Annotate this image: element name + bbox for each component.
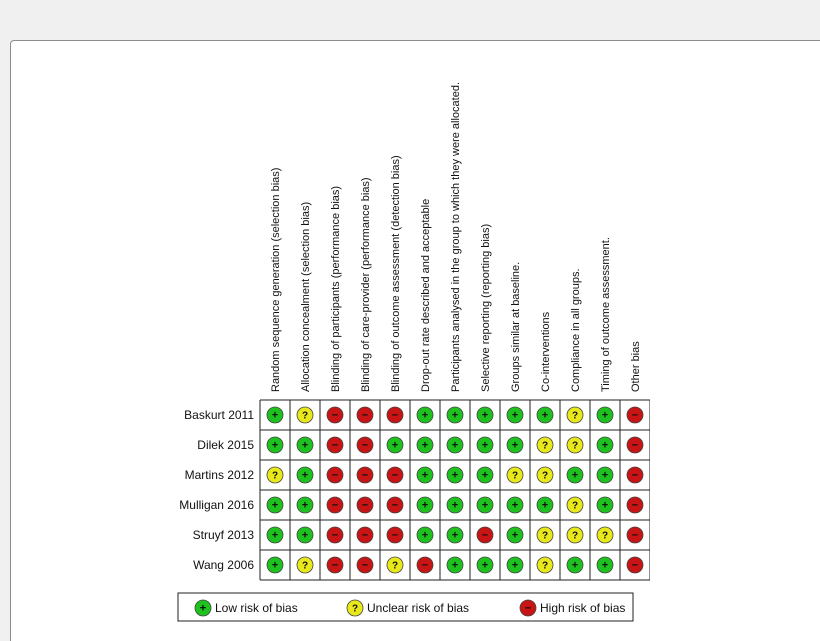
- study-label-dilek-2015: Dilek 2015: [197, 438, 254, 452]
- cell-low-symbol: +: [271, 499, 279, 512]
- cell-low-symbol: +: [301, 439, 309, 452]
- cell-unclear-symbol: ?: [301, 410, 309, 422]
- cell-low-symbol: +: [571, 559, 579, 572]
- cell-low-symbol: +: [451, 499, 459, 512]
- cell-high-symbol: −: [361, 499, 369, 512]
- cell-high-symbol: −: [331, 529, 339, 542]
- column-header-timing-of-outcome-assessment: Timing of outcome assessment.: [600, 237, 612, 392]
- cell-low-symbol: +: [451, 559, 459, 572]
- cell-unclear-symbol: ?: [541, 470, 549, 482]
- cell-high-symbol: −: [421, 559, 429, 572]
- cell-high-symbol: −: [361, 409, 369, 422]
- cell-low-symbol: +: [481, 439, 489, 452]
- cell-high-symbol: −: [631, 529, 639, 542]
- cell-low-symbol: +: [301, 499, 309, 512]
- cell-unclear-symbol: ?: [271, 470, 279, 482]
- cell-low-symbol: +: [601, 439, 609, 452]
- cell-unclear-symbol: ?: [541, 560, 549, 572]
- cell-unclear-symbol: ?: [391, 560, 399, 572]
- cell-low-symbol: +: [301, 529, 309, 542]
- cell-high-symbol: −: [631, 559, 639, 572]
- column-header-allocation-concealment-selection-bias: Allocation concealment (selection bias): [300, 201, 312, 392]
- cell-high-symbol: −: [361, 529, 369, 542]
- cell-low-symbol: +: [421, 439, 429, 452]
- cell-low-symbol: +: [481, 499, 489, 512]
- cell-high-symbol: −: [331, 409, 339, 422]
- cell-high-symbol: −: [631, 439, 639, 452]
- cell-low-symbol: +: [421, 469, 429, 482]
- cell-low-symbol: +: [541, 499, 549, 512]
- cell-unclear-symbol: ?: [571, 530, 579, 542]
- column-header-blinding-of-outcome-assessment-detection: Blinding of outcome assessment (detection bias): [390, 155, 402, 392]
- cell-low-symbol: +: [421, 529, 429, 542]
- cell-low-symbol: +: [601, 409, 609, 422]
- cell-high-symbol: −: [331, 559, 339, 572]
- cell-low-symbol: +: [511, 559, 519, 572]
- column-header-drop-out-rate-described-and-acceptable: Drop-out rate described and acceptable: [420, 198, 432, 392]
- cell-low-symbol: +: [271, 439, 279, 452]
- cell-unclear-symbol: ?: [571, 440, 579, 452]
- column-header-blinding-of-care-provider-performance-bi: Blinding of care-provider (performance bias): [360, 177, 372, 392]
- column-header-random-sequence-generation-selection-bia: Random sequence generation (selection bias): [270, 167, 282, 392]
- study-label-baskurt-2011: Baskurt 2011: [184, 408, 254, 422]
- cell-low-symbol: +: [391, 439, 399, 452]
- study-label-wang-2006: Wang 2006: [193, 558, 254, 572]
- legend-low-symbol: +: [199, 602, 207, 615]
- legend-label-low: Low risk of bias: [215, 601, 298, 615]
- cell-high-symbol: −: [361, 469, 369, 482]
- risk-of-bias-svg: [176, 52, 650, 624]
- column-header-participants-analysed-in-the-group-to-wh: Participants analysed in the group to which they were allocated.: [450, 81, 462, 392]
- cell-low-symbol: +: [421, 409, 429, 422]
- cell-low-symbol: +: [451, 409, 459, 422]
- column-header-compliance-in-all-groups: Compliance in all groups.: [570, 268, 582, 392]
- risk-of-bias-chart: [176, 52, 650, 624]
- column-header-other-bias: Other bias: [630, 341, 642, 392]
- cell-high-symbol: −: [391, 499, 399, 512]
- cell-unclear-symbol: ?: [571, 410, 579, 422]
- cell-unclear-symbol: ?: [571, 500, 579, 512]
- cell-high-symbol: −: [331, 499, 339, 512]
- cell-high-symbol: −: [631, 499, 639, 512]
- cell-low-symbol: +: [481, 409, 489, 422]
- cell-low-symbol: +: [601, 469, 609, 482]
- cell-low-symbol: +: [511, 499, 519, 512]
- cell-low-symbol: +: [601, 499, 609, 512]
- cell-low-symbol: +: [451, 529, 459, 542]
- cell-low-symbol: +: [601, 559, 609, 572]
- cell-low-symbol: +: [451, 469, 459, 482]
- cell-high-symbol: −: [391, 469, 399, 482]
- cell-unclear-symbol: ?: [541, 530, 549, 542]
- cell-high-symbol: −: [361, 439, 369, 452]
- cell-high-symbol: −: [361, 559, 369, 572]
- cell-unclear-symbol: ?: [541, 440, 549, 452]
- column-header-blinding-of-participants-performance-bia: Blinding of participants (performance bias): [330, 185, 342, 392]
- cell-high-symbol: −: [331, 469, 339, 482]
- cell-low-symbol: +: [511, 529, 519, 542]
- cell-low-symbol: +: [571, 469, 579, 482]
- cell-high-symbol: −: [631, 409, 639, 422]
- legend-label-high: High risk of bias: [540, 601, 626, 615]
- cell-high-symbol: −: [631, 469, 639, 482]
- legend-unclear-symbol: ?: [351, 603, 359, 615]
- cell-unclear-symbol: ?: [511, 470, 519, 482]
- cell-low-symbol: +: [511, 439, 519, 452]
- cell-low-symbol: +: [301, 469, 309, 482]
- cell-high-symbol: −: [391, 529, 399, 542]
- column-header-selective-reporting-reporting-bias: Selective reporting (reporting bias): [480, 223, 492, 392]
- cell-unclear-symbol: ?: [601, 530, 609, 542]
- cell-low-symbol: +: [481, 559, 489, 572]
- column-header-co-interventions: Co-interventions: [540, 311, 552, 392]
- cell-high-symbol: −: [391, 409, 399, 422]
- study-label-martins-2012: Martins 2012: [184, 468, 254, 482]
- cell-low-symbol: +: [271, 409, 279, 422]
- column-header-groups-similar-at-baseline: Groups similar at baseline.: [510, 261, 522, 392]
- legend-high-symbol: −: [524, 602, 532, 615]
- cell-high-symbol: −: [481, 529, 489, 542]
- cell-high-symbol: −: [331, 439, 339, 452]
- cell-low-symbol: +: [451, 439, 459, 452]
- cell-low-symbol: +: [421, 499, 429, 512]
- cell-low-symbol: +: [271, 559, 279, 572]
- cell-low-symbol: +: [511, 409, 519, 422]
- cell-low-symbol: +: [541, 409, 549, 422]
- study-label-struyf-2013: Struyf 2013: [192, 528, 254, 542]
- cell-low-symbol: +: [481, 469, 489, 482]
- legend-label-unclear: Unclear risk of bias: [367, 601, 470, 615]
- study-label-mulligan-2016: Mulligan 2016: [179, 498, 254, 512]
- cell-unclear-symbol: ?: [301, 560, 309, 572]
- cell-low-symbol: +: [271, 529, 279, 542]
